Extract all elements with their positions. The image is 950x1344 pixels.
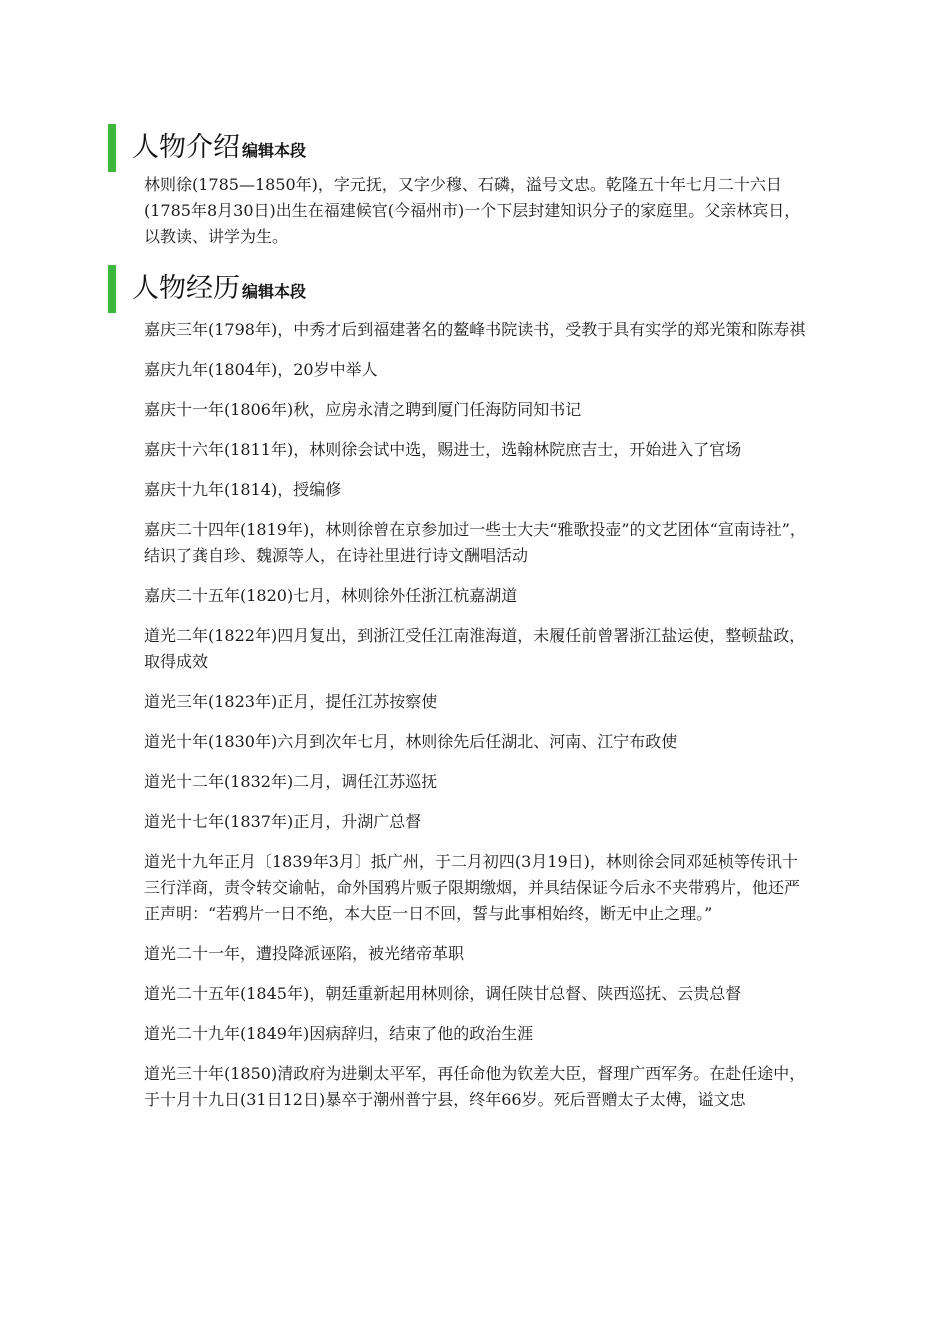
heading-accent-bar: [108, 265, 116, 313]
career-section: [108, 265, 808, 1127]
career-entry: 道光二十一年，遭投降派诬陷，被光绪帝革职: [144, 944, 465, 963]
career-entry: 道光三十年(1850)清政府为进剿太平军，再任命他为钦差大臣，督理广西军务。在赴任途中，于十月十九日(31日12日)暴卒于潮州普宁县，终年66岁。死后晋赠太子太傅，谥文忠: [144, 1064, 806, 1109]
career-entry: 嘉庆二十五年(1820)七月，林则徐外任浙江杭嘉湖道: [144, 586, 518, 605]
career-entry: 道光十年(1830年)六月到次年七月，林则徐先后任湖北、河南、江宁布政使: [144, 732, 678, 751]
career-entry: 道光十九年正月〔1839年3月〕抵广州，于二月初四(3月19日)，林则徐会同邓延桢等传讯十三行洋商，责令转交谕帖，命外国鸦片贩子限期缴烟，并具结保证今后永不夹带鸦片，他还严正声明：“若鸦片一日不绝，本大臣一日不回，誓与此事相始终，断无中止之理。”: [144, 852, 801, 923]
intro-title: 人物介绍: [132, 132, 240, 163]
career-entry: 道光三年(1823年)正月，提任江苏按察使: [144, 692, 438, 711]
career-entry: 嘉庆三年(1798年)，中秀才后到福建著名的鳌峰书院读书，受教于具有实学的郑光策和陈寿祺: [144, 320, 806, 339]
career-entry: 道光二年(1822年)四月复出，到浙江受任江南淮海道，未履任前曾署浙江盐运使，整顿盐政，取得成效: [144, 626, 806, 671]
career-title: 人物经历: [132, 273, 240, 304]
career-entry: 嘉庆二十四年(1819年)，林则徐曾在京参加过一些士大夫“雅歌投壶”的文艺团体“宣南诗社”，结识了龚自珍、魏源等人，在诗社里进行诗文酬唱活动: [144, 520, 806, 565]
career-entry: 嘉庆十一年(1806年)秋，应房永清之聘到厦门任海防同知书记: [144, 400, 582, 419]
career-heading: [108, 265, 808, 313]
career-entry: 道光十七年(1837年)正月，升湖广总督: [144, 812, 422, 831]
career-edit-link[interactable]: 编辑本段: [242, 282, 307, 301]
intro-body: [144, 172, 808, 250]
career-entry: 道光二十五年(1845年)，朝廷重新起用林则徐，调任陕甘总督、陕西巡抚、云贵总督: [144, 984, 742, 1003]
intro-text: 林则徐(1785—1850年)，字元抚，又字少穆、石磷，溢号文忠。乾隆五十年七月二十六日(1785年8月30日)出生在福建候官(今福州市)一个下层封建知识分子的家庭里。父亲林宾日，以教读、讲学为生。: [144, 175, 801, 246]
career-entry: 嘉庆十六年(1811年)，林则徐会试中选，赐进士，选翰林院庶吉士，开始进入了官场: [144, 440, 742, 459]
intro-edit-link[interactable]: 编辑本段: [242, 141, 307, 160]
heading-accent-bar: [108, 124, 116, 172]
career-entry: 道光十二年(1832年)二月，调任江苏巡抚: [144, 772, 438, 791]
career-body: [144, 317, 808, 1113]
intro-section: [108, 124, 808, 250]
career-entry: 嘉庆九年(1804年)，20岁中举人: [144, 360, 378, 379]
career-entry: 道光二十九年(1849年)因病辞归，结束了他的政治生涯: [144, 1024, 534, 1043]
intro-heading: [108, 124, 808, 172]
career-entry: 嘉庆十九年(1814)，授编修: [144, 480, 342, 499]
